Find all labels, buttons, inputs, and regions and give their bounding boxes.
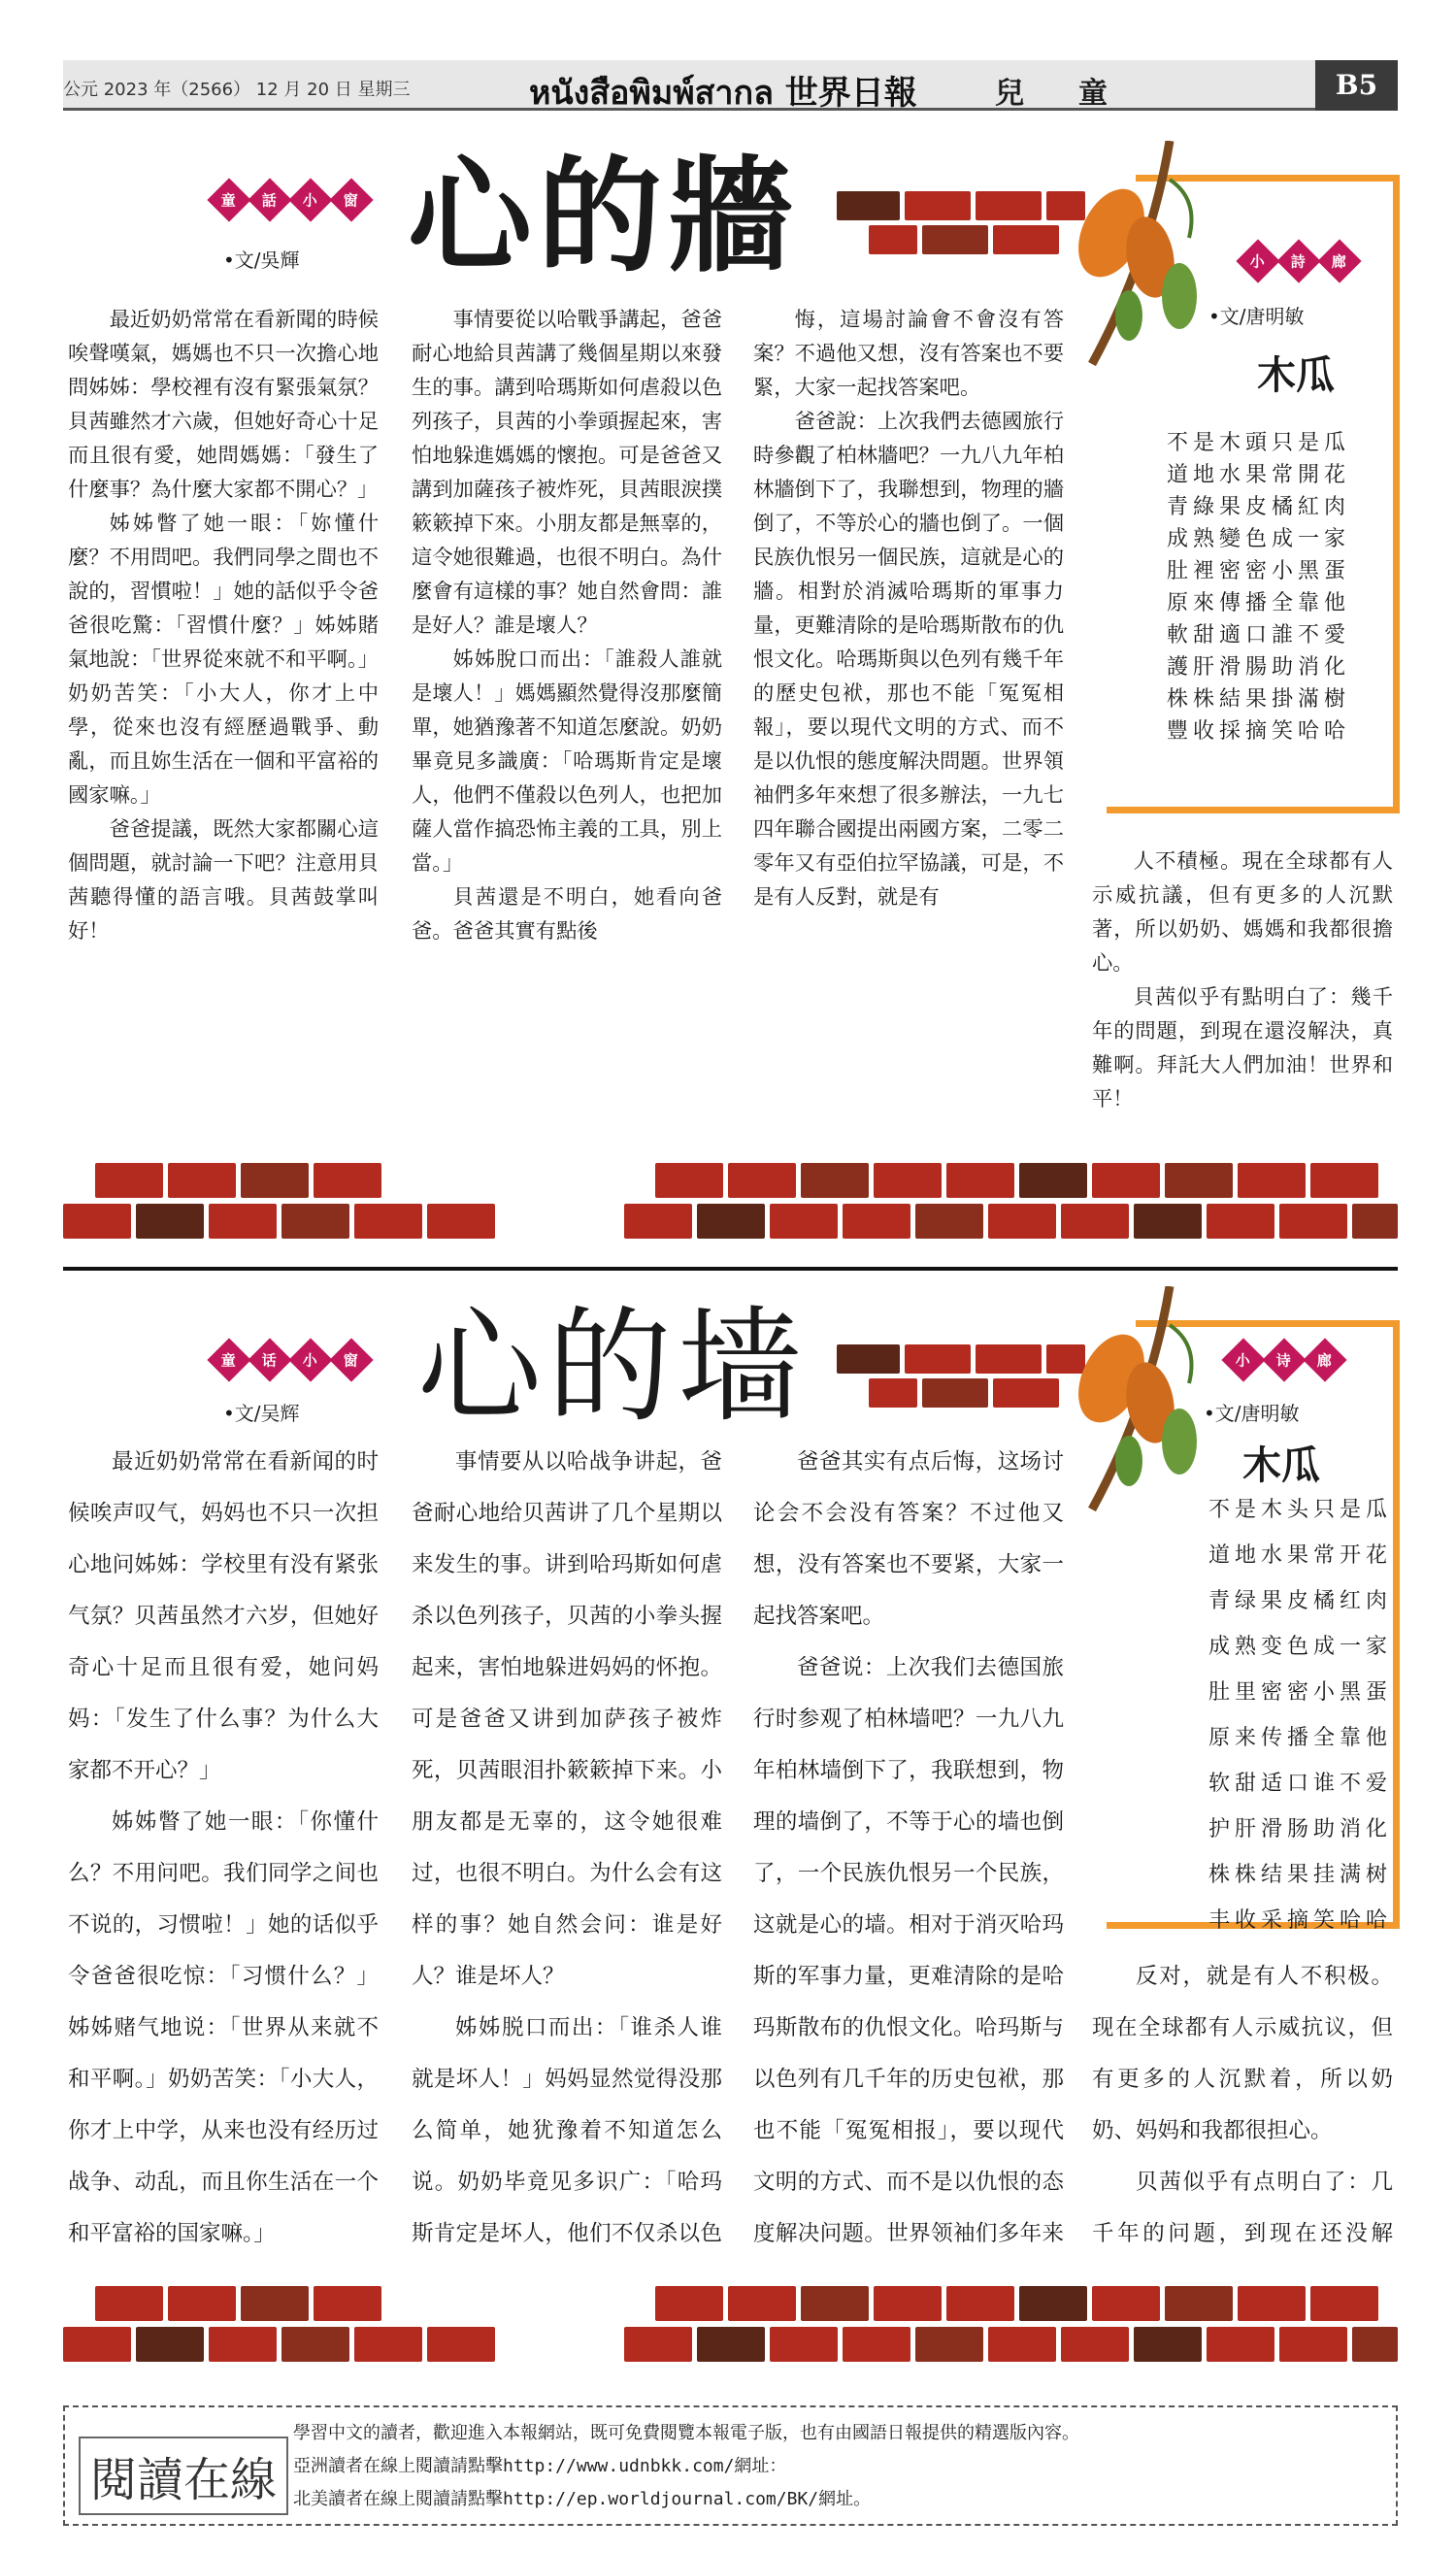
footer-line-1: 學習中文的讀者，歡迎進入本報網站，既可免費閱覽本報電子版，也有由國語日報提供的精選版內容。 — [293, 2423, 1079, 2443]
article-author-simplified: •文/吴辉 — [223, 1402, 300, 1425]
newspaper-logo: หนังสือพิมพ์สากล 世界日報 — [529, 74, 917, 113]
article-column-2-simplified: 事情要从以哈战争讲起，爸爸耐心地给贝茜讲了几个星期以来发生的事。讲到哈玛斯如何虐杀以色列孩子，贝茜的小拳头握起来，害怕地躲进妈妈的怀抱。可是爸爸又讲到加萨孩子被炸死，贝茜眼泪扑簌簌掉下来。小朋友都是无辜的，这令她很难过，也很不明白。为什么会有这样的事？她自然会问：谁是好人？谁是坏人？ 姊姊脱口而出：「谁杀人谁就是坏人！」妈妈显然觉得没那么简单，她犹豫着不知道怎么说。奶奶毕竟见多识广：「哈玛斯肯定是坏人，他们不仅杀以色 — [412, 1449, 722, 2246]
papaya-branch-illustration-simplified — [1073, 1286, 1208, 1519]
article-column-3-simplified: 爸爸其实有点后悔，这场讨论会不会没有答案？不过他又想，没有答案也不要紧，大家一起找答案吧。 爸爸说：上次我们去德国旅行时参观了柏林墙吧？一九八九年柏林墙倒下了，我联想到，物理的墙倒了，不等于心的墙也倒了，一个民族仇恨另一个民族，这就是心的墙。相对于消灭哈玛斯的军事力量，更难清除的是哈玛斯散布的仇恨文化。哈玛斯与以色列有几千年的历史包袱，那也不能「冤冤相报」，要以现代文明的方式、而不是以仇恨的态度解决问题。世界领袖们多年来 — [753, 1449, 1064, 2246]
page-header — [63, 60, 1398, 111]
section-divider — [63, 1267, 1398, 1271]
poem-author: •文/唐明敏 — [1208, 305, 1305, 328]
column-badge-simplified: 童 话 小 窗 — [214, 1344, 377, 1376]
poem-title: 木瓜 — [1257, 353, 1335, 398]
page-number: B5 — [1315, 60, 1398, 111]
article-column-4-simplified: 反对，就是有人不积极。现在全球都有人示威抗议，但有更多的人沉默着，所以奶奶、妈妈和我都很担心。 贝茜似乎有点明白了：几千年的问题，到现在还没解 — [1092, 1964, 1393, 2246]
issue-date: 公元 2023 年（2566） 12 月 20 日 星期三 — [63, 80, 411, 100]
column-badge: 童 話 小 窗 — [214, 184, 377, 216]
poem-badge: 小 詩 廊 — [1242, 246, 1365, 277]
poem-badge-simplified: 小 诗 廊 — [1228, 1344, 1350, 1376]
article-column-4: 人不積極。現在全球都有人示威抗議，但有更多的人沉默著，所以奶奶、媽媽和我都很擔心。 貝茜似乎有點明白了：幾千年的問題，到現在還沒解決，真難啊。拜託大人們加油！世界和平！ — [1092, 849, 1393, 1111]
poem-body: 不是木頭只是瓜 道地水果常開花 青綠果皮橘紅肉 成熟變色成一家 肚裡密密小黑蛋 原來傳播全靠他 軟甜適口誰不愛 護肝滑腸助消化 株株結果掛滿樹 豐收採摘笑哈哈 — [1167, 431, 1351, 744]
section-name: 兒童 — [995, 77, 1162, 111]
online-reading-box — [63, 2405, 1398, 2526]
footer-line-2[interactable]: 亞洲讀者在線上閱讀請點擊http://www.udnbkk.com/網址： — [293, 2456, 787, 2476]
online-reading-title: 閱讀在線 — [79, 2437, 288, 2515]
article-column-3: 悔，這場討論會不會沒有答案？不過他又想，沒有答案也不要緊，大家一起找答案吧。 爸爸說：上次我們去德國旅行時參觀了柏林牆吧？一九八九年柏林牆倒下了，我聯想到，物理的牆倒了，不等於心的牆也倒了。一個民族仇恨另一個民族，這就是心的牆。相對於消滅哈瑪斯的軍事力量，更難清除的是哈瑪斯散布的仇恨文化。哈瑪斯與以色列有幾千年的歷史包袱，那也不能「冤冤相報」，要以現代文明的方式、而不是以仇恨的態度解決問題。世界領袖們多年來想了很多辦法，一九七四年聯合國提出兩國方案，二零二零年又有亞伯拉罕協議，可是，不是有人反對，就是有 — [753, 308, 1064, 910]
article-author: •文/吳輝 — [223, 249, 300, 272]
article-column-1-simplified: 最近奶奶常常在看新闻的时候唉声叹气，妈妈也不只一次担心地问姊姊：学校里有没有紧张气氛？贝茜虽然才六岁，但她好奇心十足而且很有爱，她问妈妈：「发生了什么事？为什么大家都不开心？」 姊姊瞥了她一眼：「你懂什么？不用问吧。我们同学之间也不说的，习惯啦！」她的话似乎令爸爸很吃惊：「习惯什么？」姊姊赌气地说：「世界从来就不和平啊。」奶奶苦笑：「小大人，你才上中学，从来也没有经历过战争、动乱，而且你生活在一个和平富裕的国家嘛。」 — [68, 1449, 379, 2246]
poem-author-simplified: •文/唐明敏 — [1204, 1402, 1300, 1425]
article-column-2: 事情要從以哈戰爭講起，爸爸耐心地給貝茜講了幾個星期以來發生的事。講到哈瑪斯如何虐殺以色列孩子，貝茜的小拳頭握起來，害怕地躲進媽媽的懷抱。可是爸爸又講到加薩孩子被炸死，貝茜眼淚撲簌簌掉下來。小朋友都是無辜的，這令她很難過，也很不明白。為什麼會有這樣的事？她自然會問：誰是好人？誰是壞人？ 姊姊脫口而出：「誰殺人誰就是壞人！」媽媽顯然覺得沒那麼簡單，她猶豫著不知道怎麼說。奶奶畢竟見多識廣：「哈瑪斯肯定是壞人，他們不僅殺以色列人，也把加薩人當作搞恐怖主義的工具，別上當。」 貝茜還是不明白，她看向爸爸。爸爸其實有點後 — [412, 308, 722, 944]
poem-title-simplified: 木瓜 — [1242, 1443, 1320, 1488]
papaya-branch-illustration — [1073, 141, 1208, 374]
article-title: 心的牆 — [408, 145, 799, 289]
footer-line-3[interactable]: 北美讀者在線上閱讀請點擊http://ep.worldjournal.com/BK/網址。 — [293, 2489, 872, 2509]
article-title-simplified: 心的墙 — [417, 1295, 809, 1440]
article-column-1: 最近奶奶常常在看新聞的時候唉聲嘆氣，媽媽也不只一次擔心地問姊姊：學校裡有沒有緊張氣氛？貝茜雖然才六歲，但她好奇心十足而且很有愛，她問媽媽：「發生了什麼事？為什麼大家都不開心？」 姊姊瞥了她一眼：「妳懂什麼？不用問吧。我們同學之間也不說的，習慣啦！」她的話似乎令爸爸很吃驚：「習慣什麼？」姊姊賭氣地說：「世界從來就不和平啊。」奶奶苦笑：「小大人，你才上中學，從來也沒有經歷過戰爭、動亂，而且妳生活在一個和平富裕的國家嘛。」 爸爸提議，既然大家都關心這個問題，就討論一下吧？注意用貝茜聽得懂的語言哦。貝茜鼓掌叫好！ — [68, 308, 379, 944]
poem-body-simplified: 不是木头只是瓜 道地水果常开花 青绿果皮橘红肉 成熟变色成一家 肚里密密小黑蛋 原来传播全靠他 软甜适口谁不爱 护肝滑肠助消化 株株结果挂满树 丰收采摘笑哈哈 — [1208, 1498, 1393, 1933]
